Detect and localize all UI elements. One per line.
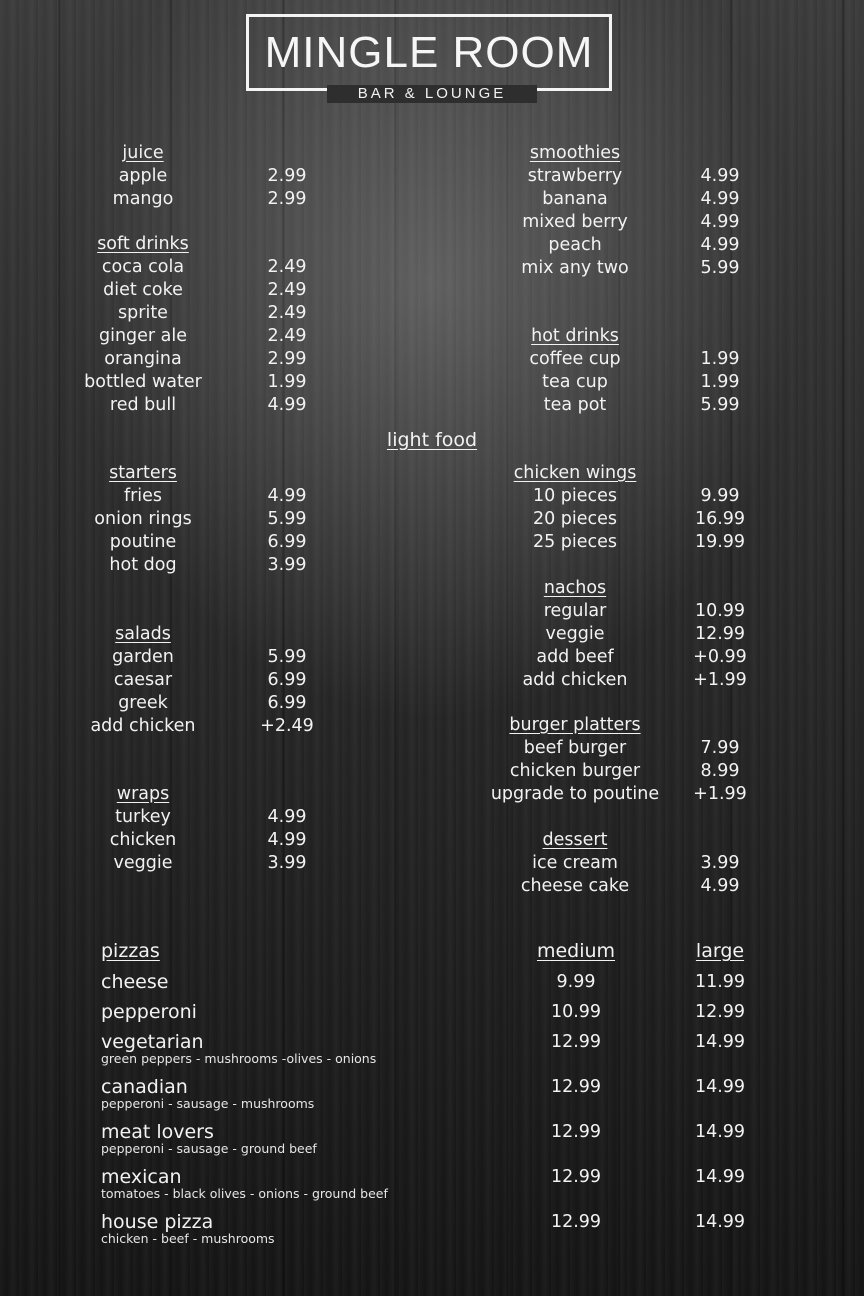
item-price: 2.99 <box>267 349 307 369</box>
pizza-large-price: 14.99 <box>694 1167 746 1187</box>
light-food-heading: light food <box>386 429 478 451</box>
item-price: 3.99 <box>267 853 307 873</box>
item-name: mango <box>112 189 174 209</box>
medium-column-heading: medium <box>536 940 616 962</box>
item-name: banana <box>542 189 608 209</box>
item-name: red bull <box>109 395 177 415</box>
item-price: 7.99 <box>700 738 740 758</box>
item-name: onion rings <box>94 509 192 529</box>
item-price: 10.99 <box>694 601 746 621</box>
pizza-toppings: tomatoes - black olives - onions - ground beef <box>101 1186 388 1201</box>
pizza-table-header <box>0 940 864 966</box>
item-name: apple <box>118 166 168 186</box>
list-item <box>0 257 864 280</box>
pizza-medium-price: 12.99 <box>550 1167 602 1187</box>
item-name: mixed berry <box>522 212 628 232</box>
item-name: beef burger <box>523 738 627 758</box>
list-item <box>0 371 864 394</box>
pizza-row <box>0 1031 864 1076</box>
pizza-row <box>0 1166 864 1211</box>
pizzas-heading: pizzas <box>101 940 160 962</box>
item-name: coca cola <box>101 257 185 277</box>
pizza-name: canadian <box>101 1076 188 1098</box>
item-name: chicken burger <box>509 761 641 781</box>
item-name: 20 pieces <box>532 509 618 529</box>
list-item <box>0 165 864 188</box>
item-name: add chicken <box>522 670 628 690</box>
item-price: 6.99 <box>267 532 307 552</box>
item-price: 4.99 <box>700 189 740 209</box>
item-name: diet coke <box>103 280 183 300</box>
list-item <box>0 211 864 234</box>
list-item <box>0 394 864 417</box>
section-heading: chicken wings <box>513 463 637 483</box>
item-name: chicken <box>109 830 177 850</box>
item-name: greek <box>118 693 168 713</box>
logo-title: MINGLE ROOM <box>264 28 594 77</box>
item-name: upgrade to poutine <box>490 784 660 804</box>
item-price: 16.99 <box>694 509 746 529</box>
item-price: 8.99 <box>700 761 740 781</box>
pizza-name: pepperoni <box>101 1001 197 1023</box>
logo-subtitle: BAR & LOUNGE <box>327 85 537 103</box>
item-name: turkey <box>115 807 171 827</box>
section-heading: nachos <box>543 578 607 598</box>
item-price: 5.99 <box>267 509 307 529</box>
list-item <box>0 554 400 577</box>
pizza-toppings: pepperoni - sausage - ground beef <box>101 1141 317 1156</box>
item-price: 4.99 <box>267 395 307 415</box>
item-price: 2.49 <box>267 326 307 346</box>
pizza-medium-price: 10.99 <box>550 1002 602 1022</box>
item-price: 4.99 <box>700 876 740 896</box>
item-price: +0.99 <box>693 647 747 667</box>
list-item <box>0 760 864 783</box>
list-item <box>0 623 864 646</box>
list-item <box>0 692 400 715</box>
item-name: caesar <box>113 670 173 690</box>
section-heading: salads <box>115 624 171 644</box>
pizza-name: mexican <box>101 1166 182 1188</box>
item-name: 10 pieces <box>532 486 618 506</box>
item-price: +2.49 <box>260 716 314 736</box>
chicken-wings-section <box>0 462 864 554</box>
item-name: sprite <box>118 303 168 323</box>
item-price: 2.49 <box>267 303 307 323</box>
list-item <box>0 188 864 211</box>
item-price: 3.99 <box>700 853 740 873</box>
item-price: 1.99 <box>700 349 740 369</box>
item-price: 4.99 <box>267 807 307 827</box>
item-price: 4.99 <box>700 212 740 232</box>
section-heading: soft drinks <box>97 234 189 254</box>
item-price: 6.99 <box>267 670 307 690</box>
item-price: 4.99 <box>700 235 740 255</box>
pizza-name: house pizza <box>101 1211 214 1233</box>
item-name: coffee cup <box>529 349 621 369</box>
item-name: poutine <box>109 532 177 552</box>
pizza-toppings: pepperoni - sausage - mushrooms <box>101 1096 315 1111</box>
item-price: 4.99 <box>267 486 307 506</box>
logo <box>246 14 612 102</box>
item-name: fries <box>123 486 163 506</box>
pizza-row <box>0 1076 864 1121</box>
hot-drinks-section <box>0 325 864 417</box>
item-name: orangina <box>104 349 182 369</box>
pizza-medium-price: 12.99 <box>550 1122 602 1142</box>
item-price: 12.99 <box>694 624 746 644</box>
pizza-large-price: 12.99 <box>694 1002 746 1022</box>
item-price: 5.99 <box>700 395 740 415</box>
pizza-medium-price: 12.99 <box>550 1212 602 1232</box>
item-price: +1.99 <box>693 670 747 690</box>
item-name: veggie <box>113 853 173 873</box>
section-heading: dessert <box>542 830 608 850</box>
burger-platters-section <box>0 714 864 806</box>
item-price: 4.99 <box>700 166 740 186</box>
item-name: tea pot <box>543 395 607 415</box>
section-heading: wraps <box>116 784 170 804</box>
section-heading: burger platters <box>509 715 641 735</box>
pizza-toppings: green peppers - mushrooms -olives - onions <box>101 1051 377 1066</box>
list-item <box>0 646 864 669</box>
pizza-row <box>0 1211 864 1256</box>
list-item <box>0 531 864 554</box>
pizza-name: meat lovers <box>101 1121 214 1143</box>
item-price: 9.99 <box>700 486 740 506</box>
smoothies-section <box>0 142 864 280</box>
section-heading: smoothies <box>529 143 621 163</box>
item-name: cheese cake <box>520 876 630 896</box>
dessert-section <box>0 829 864 898</box>
pizza-large-price: 14.99 <box>694 1077 746 1097</box>
item-name: regular <box>543 601 607 621</box>
list-item <box>0 508 864 531</box>
item-name: strawberry <box>527 166 623 186</box>
nachos-section <box>0 577 864 692</box>
item-name: 25 pieces <box>532 532 618 552</box>
item-name: ginger ale <box>98 326 188 346</box>
item-price: 5.99 <box>700 258 740 278</box>
pizza-large-price: 11.99 <box>694 972 746 992</box>
list-item <box>0 348 864 371</box>
item-price: +1.99 <box>693 784 747 804</box>
item-name: peach <box>548 235 602 255</box>
item-name: add chicken <box>90 716 196 736</box>
pizza-name: cheese <box>101 971 169 993</box>
item-price: 2.49 <box>267 257 307 277</box>
pizza-row <box>0 1121 864 1166</box>
list-item <box>0 302 400 325</box>
item-price: 3.99 <box>267 555 307 575</box>
item-name: hot dog <box>109 555 177 575</box>
list-item <box>0 875 864 898</box>
list-item <box>0 279 400 302</box>
pizza-large-price: 14.99 <box>694 1122 746 1142</box>
item-price: 1.99 <box>700 372 740 392</box>
large-column-heading: large <box>695 940 745 962</box>
section-heading: juice <box>122 143 164 163</box>
pizza-large-price: 14.99 <box>694 1212 746 1232</box>
item-price: 1.99 <box>267 372 307 392</box>
item-name: garden <box>112 647 174 667</box>
item-price: 19.99 <box>694 532 746 552</box>
item-name: add beef <box>536 647 614 667</box>
list-item <box>0 783 864 806</box>
list-item <box>0 737 864 760</box>
item-name: mix any two <box>521 258 629 278</box>
item-price: 2.49 <box>267 280 307 300</box>
item-name: tea cup <box>542 372 608 392</box>
item-price: 2.99 <box>267 166 307 186</box>
pizza-name: vegetarian <box>101 1031 204 1053</box>
list-item <box>0 485 864 508</box>
section-heading: hot drinks <box>531 326 619 346</box>
pizza-medium-price: 12.99 <box>550 1077 602 1097</box>
item-price: 4.99 <box>267 830 307 850</box>
item-price: 6.99 <box>267 693 307 713</box>
item-name: veggie <box>545 624 605 644</box>
list-item <box>0 852 864 875</box>
item-price: 2.99 <box>267 189 307 209</box>
pizza-toppings: chicken - beef - mushrooms <box>101 1231 275 1246</box>
list-item <box>0 806 400 829</box>
pizza-large-price: 14.99 <box>694 1032 746 1052</box>
pizza-medium-price: 12.99 <box>550 1032 602 1052</box>
pizza-medium-price: 9.99 <box>556 972 596 992</box>
list-item <box>0 600 864 623</box>
list-item <box>0 669 864 692</box>
item-price: 5.99 <box>267 647 307 667</box>
section-heading: starters <box>109 463 177 483</box>
item-name: bottled water <box>84 372 202 392</box>
item-name: ice cream <box>532 853 618 873</box>
list-item <box>0 234 864 257</box>
